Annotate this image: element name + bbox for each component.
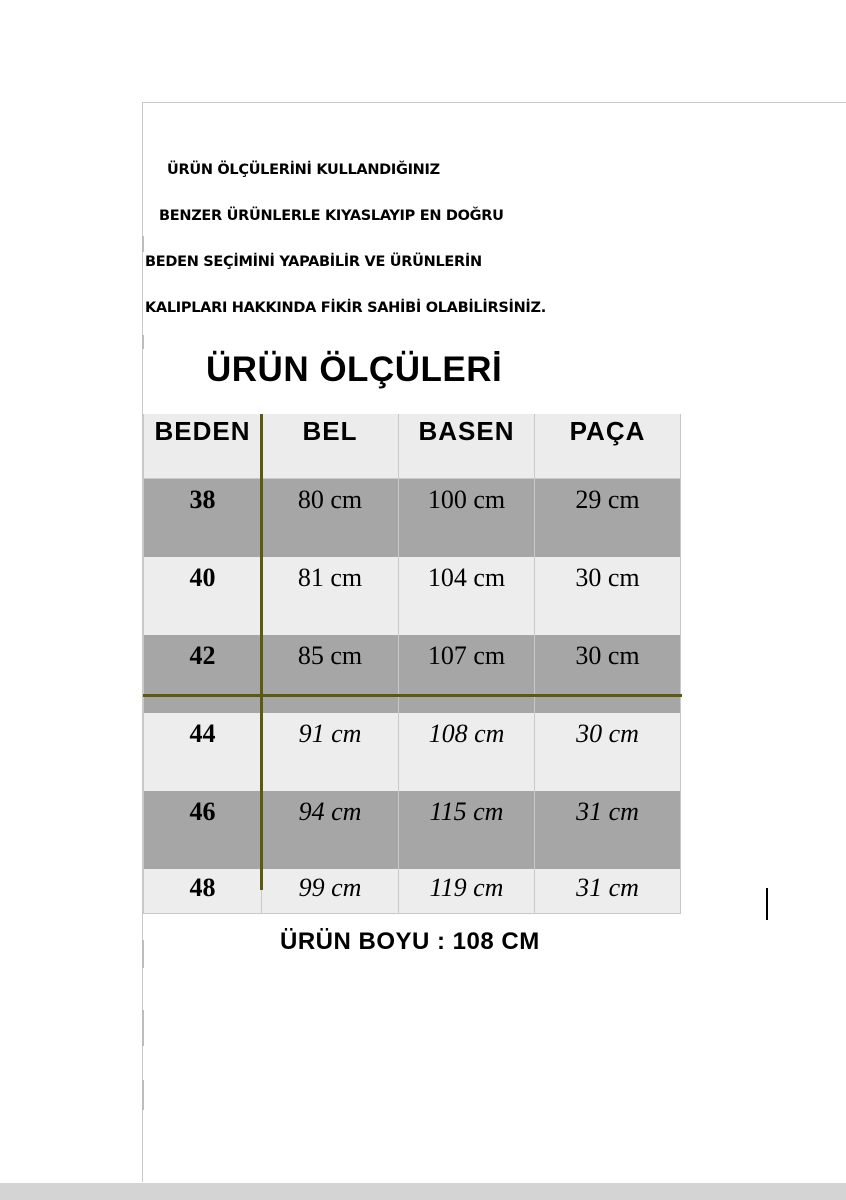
paca-cell: 31 cm	[535, 791, 681, 869]
table-row	[144, 791, 681, 869]
basen-cell: 100 cm	[399, 479, 535, 558]
table-row	[144, 635, 681, 713]
size-cell: 38	[144, 479, 262, 558]
intro-line: ÜRÜN ÖLÇÜLERİNİ KULLANDIĞINIZ	[167, 162, 440, 178]
header-paca: PAÇA	[535, 414, 681, 479]
text-cursor	[766, 888, 768, 920]
paca-cell: 30 cm	[535, 635, 681, 713]
bel-cell: 81 cm	[262, 557, 399, 635]
table-horizontal-divider	[143, 694, 682, 697]
basen-cell: 119 cm	[399, 869, 535, 914]
table-vertical-divider	[260, 414, 263, 890]
bel-cell: 80 cm	[262, 479, 399, 558]
intro-line: KALIPLARI HAKKINDA FİKİR SAHİBİ OLABİLİRSİNİZ.	[145, 300, 546, 316]
paca-cell: 31 cm	[535, 869, 681, 914]
margin-marker	[142, 236, 144, 252]
size-cell: 42	[144, 635, 262, 713]
table-row	[144, 869, 681, 914]
table-row	[144, 557, 681, 635]
margin-marker	[142, 1010, 144, 1046]
header-basen: BASEN	[399, 414, 535, 479]
size-cell: 40	[144, 557, 262, 635]
bottom-scroll-bar[interactable]	[0, 1183, 846, 1200]
size-table	[143, 414, 681, 914]
margin-marker	[142, 335, 144, 349]
bel-cell: 91 cm	[262, 713, 399, 791]
basen-cell: 107 cm	[399, 635, 535, 713]
basen-cell: 108 cm	[399, 713, 535, 791]
margin-marker	[142, 1080, 144, 1110]
table-header-row	[144, 414, 681, 479]
size-cell: 48	[144, 869, 262, 914]
basen-cell: 115 cm	[399, 791, 535, 869]
paca-cell: 30 cm	[535, 713, 681, 791]
intro-line: BEDEN SEÇİMİNİ YAPABİLİR VE ÜRÜNLERİN	[145, 254, 482, 270]
table-row	[144, 479, 681, 558]
size-cell: 46	[144, 791, 262, 869]
bel-cell: 94 cm	[262, 791, 399, 869]
bel-cell: 85 cm	[262, 635, 399, 713]
intro-line: BENZER ÜRÜNLERLE KIYASLAYIP EN DOĞRU	[159, 208, 504, 224]
page-top-edge	[142, 102, 846, 103]
product-length-label: ÜRÜN BOYU : 108 CM	[280, 928, 540, 955]
paca-cell: 30 cm	[535, 557, 681, 635]
margin-marker	[142, 940, 144, 968]
header-beden: BEDEN	[144, 414, 262, 479]
size-cell: 44	[144, 713, 262, 791]
bel-cell: 99 cm	[262, 869, 399, 914]
paca-cell: 29 cm	[535, 479, 681, 558]
size-chart-heading: ÜRÜN ÖLÇÜLERİ	[206, 350, 503, 389]
basen-cell: 104 cm	[399, 557, 535, 635]
table-row	[144, 713, 681, 791]
header-bel: BEL	[262, 414, 399, 479]
